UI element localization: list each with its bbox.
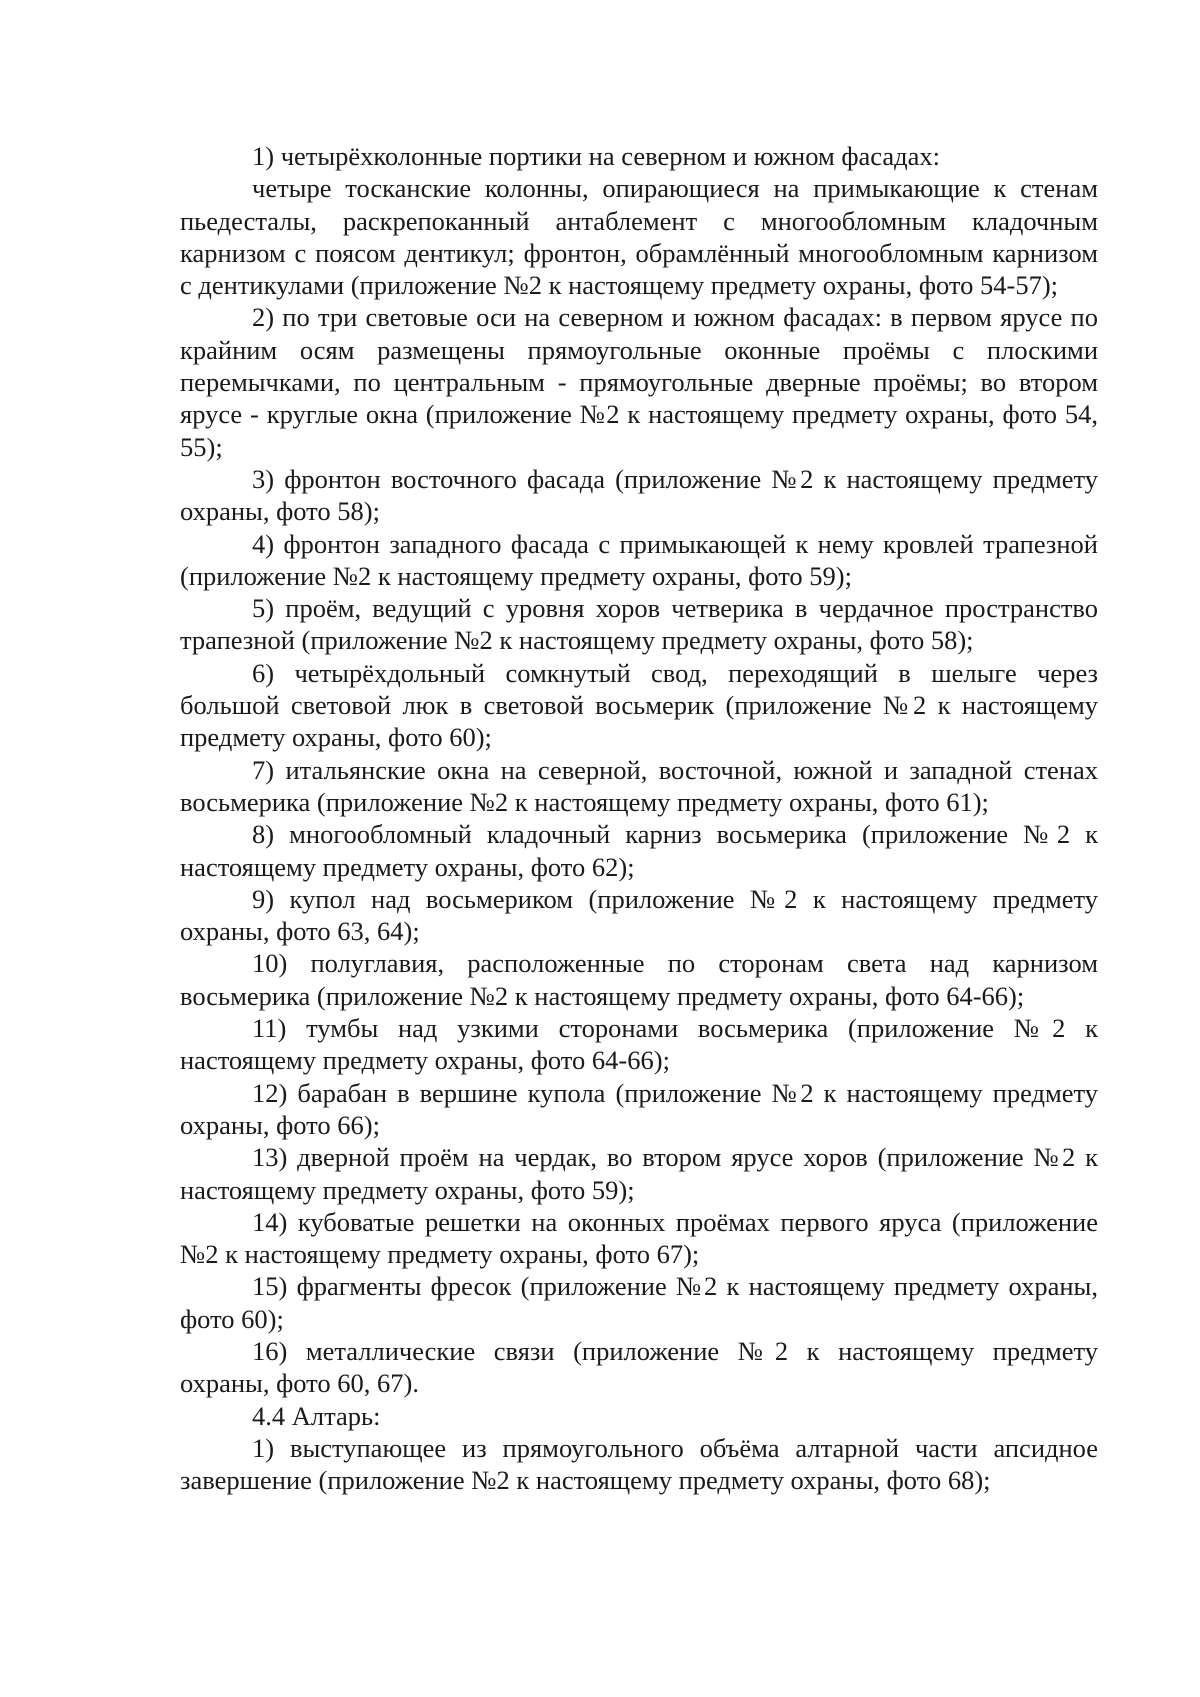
paragraph-item-2-light-axes: 2) по три световые оси на северном и южном фасадах: в первом ярусе по крайним осям размещены прямоугольные оконные проёмы с плоскими перемычками, по центральным - прямоугольные дверные проёмы; во втором ярусе - круглые окна (приложение №2 к настоящему предмету охраны, фото 54, 55);: [180, 302, 1098, 462]
paragraph-item-14-grilles: 14) кубоватые решетки на оконных проёмах первого яруса (приложение №2 к настоящему предмету охраны, фото 67);: [180, 1206, 1098, 1270]
paragraph-item-12-drum: 12) барабан в вершине купола (приложение №2 к настоящему предмету охраны, фото 66);: [180, 1077, 1098, 1140]
paragraph-item-1-porticos: 1) четырёхколонные портики на северном и южном фасадах:: [252, 141, 940, 171]
paragraph-item-11-pedestals: 11) тумбы над узкими сторонами восьмерика (приложение №2 к настоящему предмету охраны, фото 64-66);: [180, 1013, 1098, 1076]
paragraph-item-15-frescoes: 15) фрагменты фресок (приложение №2 к настоящему предмету охраны, фото 60);: [180, 1271, 1098, 1334]
paragraph-item-7-windows: 7) итальянские окна на северной, восточной, южной и западной стенах восьмерика (приложение №2 к настоящему предмету охраны, фото 61);: [180, 754, 1098, 817]
paragraph-item-6-vault: 6) четырёхдольный сомкнутый свод, переходящий в шелыге через большой световой люк в световой восьмерик (приложение №2 к настоящему предмету охраны, фото 60);: [180, 657, 1098, 753]
paragraph-item-4-west-pediment: 4) фронтон западного фасада с примыкающей к нему кровлей трапезной (приложение №2 к настоящему предмету охраны, фото 59);: [180, 528, 1098, 591]
paragraph-altar-item-1-apse: 1) выступающее из прямоугольного объёма алтарной части апсидное завершение (приложение №2 к настоящему предмету охраны, фото 68);: [180, 1432, 1098, 1496]
paragraph-item-5-opening: 5) проём, ведущий с уровня хоров четверика в чердачное пространство трапезной (приложение №2 к настоящему предмету охраны, фото 58);: [180, 593, 1098, 656]
paragraph-columns-description: четыре тосканские колонны, опирающиеся на примыкающие к стенам пьедесталы, раскрепоканный антаблемент с многообломным кладочным карнизом с поясом дентикул; фронтон, обрамлённый многообломным карнизом с дентикулами (приложение №2 к настоящему предмету охраны, фото 54-57);: [180, 173, 1098, 301]
paragraph-item-10-half-domes: 10) полуглавия, расположенные по сторонам света над карнизом восьмерика (приложение №2 к настоящему предмету охраны, фото 64-66);: [180, 948, 1098, 1011]
paragraph-item-3-east-pediment: 3) фронтон восточного фасада (приложение №2 к настоящему предмету охраны, фото 58);: [180, 463, 1098, 527]
document-body: [180, 140, 1098, 1496]
paragraph-item-8-cornice: 8) многообломный кладочный карниз восьмерика (приложение №2 к настоящему предмету охраны, фото 62);: [180, 819, 1098, 882]
paragraph-item-9-dome: 9) купол над восьмериком (приложение №2 к настоящему предмету охраны, фото 63, 64);: [180, 883, 1098, 947]
section-heading-altar: 4.4 Алтарь:: [252, 1400, 381, 1431]
paragraph-item-13-door: 13) дверной проём на чердак, во втором ярусе хоров (приложение №2 к настоящему предмету охраны, фото 59);: [180, 1142, 1098, 1205]
paragraph-item-16-ties: 16) металлические связи (приложение №2 к настоящему предмету охраны, фото 60, 67).: [180, 1335, 1098, 1399]
